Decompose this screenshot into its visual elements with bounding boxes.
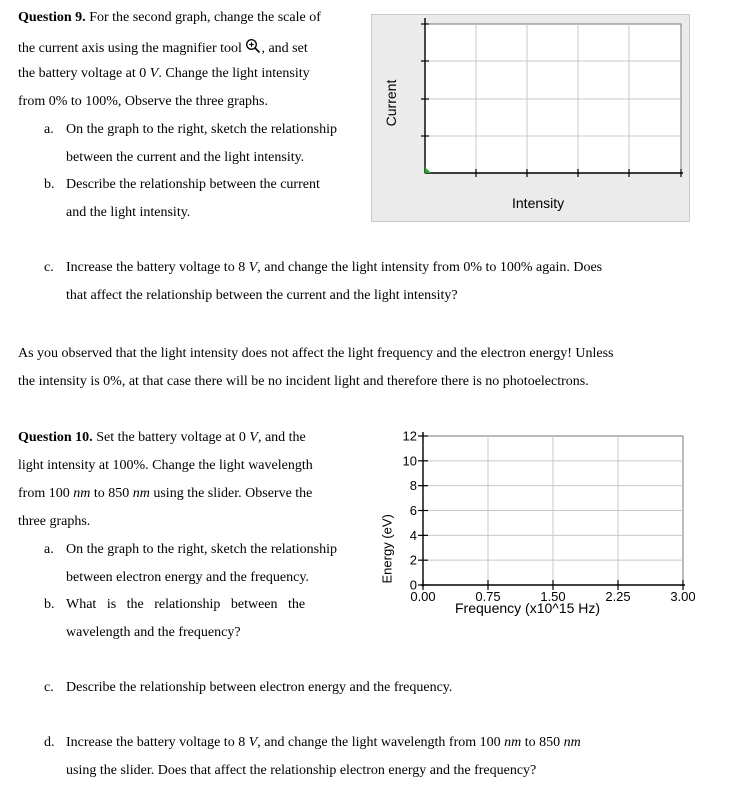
q10-d-line-1: Increase the battery voltage to 8 V, and change the light wavelength from 100 nm to 850 nm	[66, 735, 581, 750]
x-tick-label: 0.75	[475, 589, 501, 604]
q9-b-line-2: and the light intensity.	[66, 205, 191, 220]
q9-line-3: the battery voltage at 0 V. Change the light intensity	[18, 66, 310, 81]
q10-line-4: three graphs.	[18, 514, 91, 529]
x-tick-label: 2.25	[605, 589, 631, 604]
y-tick-label: 12	[402, 428, 417, 444]
x-tick-label: 3.00	[670, 589, 696, 604]
q9-title: Question 9.	[18, 10, 86, 25]
q10-a-marker: a.	[44, 542, 54, 557]
q10-b-line-2: wavelength and the frequency?	[66, 625, 241, 640]
energy-frequency-graph	[371, 428, 696, 624]
q9-line-4: from 0% to 100%, Observe the three graphs.	[18, 94, 268, 109]
q9-line-2: the current axis using the magnifier tool , and set	[18, 38, 308, 59]
energy-chart-svg	[371, 428, 696, 624]
current-axis-label: Current	[383, 79, 399, 127]
q10-line-2: light intensity at 100%. Change the light wavelength	[18, 458, 313, 473]
q10-d-line-2: using the slider. Does that affect the relationship electron energy and the frequency?	[66, 763, 537, 778]
q9-a-line-2: between the current and the light intensity.	[66, 150, 305, 165]
q10-d-marker: d.	[44, 735, 55, 750]
y-tick-label: 4	[409, 527, 417, 543]
q10-b-line-1: What is the relationship between the	[66, 597, 306, 612]
note-line-2: the intensity is 0%, at that case there will be no incident light and therefore there is no photoelectrons.	[18, 374, 589, 389]
q9-line-1: Question 9. For the second graph, change the scale of	[18, 10, 321, 25]
q9-c-line-1: Increase the battery voltage to 8 V, and change the light intensity from 0% to 100% again. Does	[66, 260, 603, 275]
x-tick-label: 1.50	[540, 589, 566, 604]
y-tick-label: 2	[409, 552, 417, 568]
intensity-axis-label: Intensity	[512, 195, 565, 211]
q9-b-marker: b.	[44, 177, 55, 192]
q9-c-line-2: that affect the relationship between the current and the light intensity?	[66, 288, 458, 303]
q10-line-1: Question 10. Set the battery voltage at 0 V, and the	[18, 430, 306, 445]
note-line-1: As you observed that the light intensity does not affect the light frequency and the electron energy! Unless	[18, 346, 614, 361]
q10-b-marker: b.	[44, 597, 55, 612]
q10-c-marker: c.	[44, 680, 54, 695]
q10-title: Question 10.	[18, 430, 93, 445]
magnifier-icon	[245, 38, 261, 59]
q9-c-marker: c.	[44, 260, 54, 275]
y-tick-label: 6	[409, 503, 417, 518]
q10-a-line-1: On the graph to the right, sketch the relationship	[66, 542, 337, 557]
q9-b-line-1: Describe the relationship between the current	[66, 177, 320, 192]
energy-axis-label: Energy (eV)	[379, 514, 395, 584]
q10-a-line-2: between electron energy and the frequency.	[66, 570, 309, 585]
frequency-axis-label: Frequency (x10^15 Hz)	[455, 600, 601, 616]
x-tick-label: 0.00	[410, 589, 436, 604]
current-intensity-graph	[371, 14, 690, 222]
q9-a-line-1: On the graph to the right, sketch the relationship	[66, 122, 337, 137]
q10-c-line-1: Describe the relationship between electron energy and the frequency.	[66, 680, 453, 695]
y-tick-label: 0	[409, 577, 417, 593]
current-graph-svg	[372, 15, 689, 221]
y-tick-label: 10	[402, 453, 417, 469]
q9-a-marker: a.	[44, 122, 54, 137]
q10-line-3: from 100 nm to 850 nm using the slider. Observe the	[18, 486, 313, 501]
y-tick-label: 8	[409, 478, 417, 494]
